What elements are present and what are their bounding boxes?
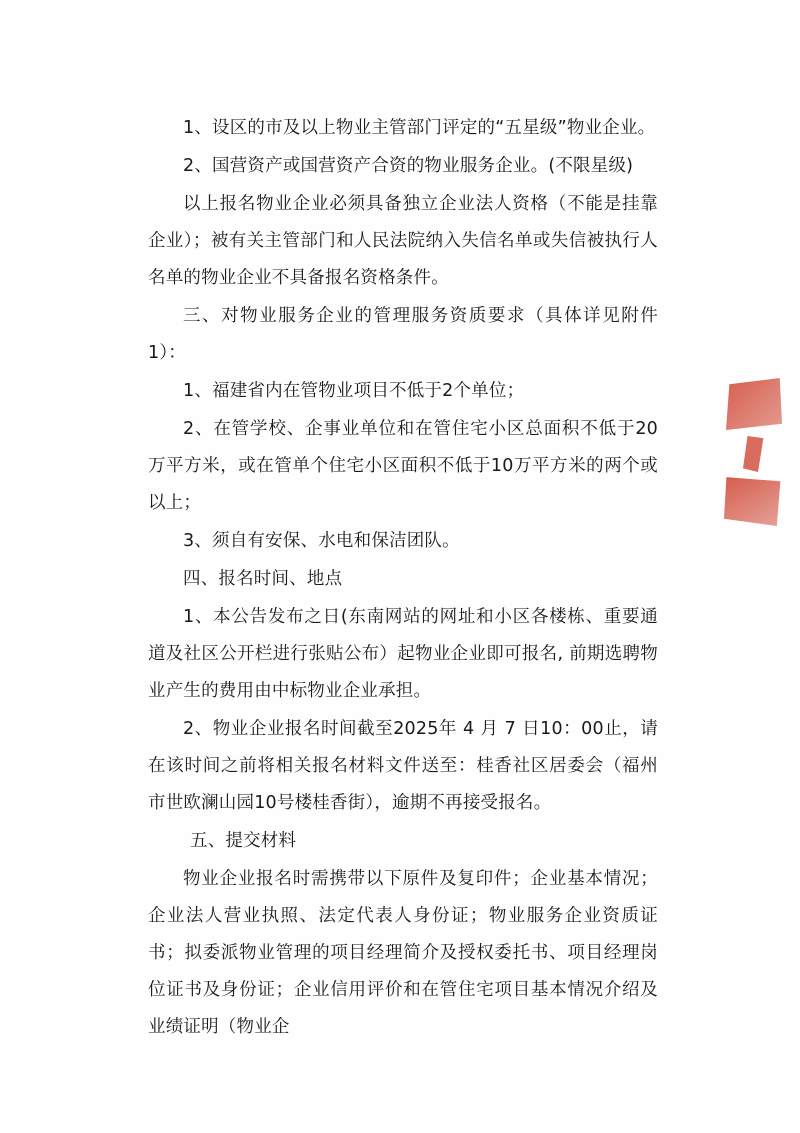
paragraph-9: 1、本公告发布之日(东南网站的网址和小区各楼栋、重要通道及社区公开栏进行张贴公布）起物业企业即可报名, 前期选聘物业产生的费用由中标物业企业承担。 — [148, 607, 658, 701]
paragraph-section-three-heading: 三、对物业服务企业的管理服务资质要求（具体详见附件1）： — [148, 306, 658, 363]
paragraph-section-four-heading: 四、报名时间、地点 — [183, 569, 343, 589]
paragraph-10: 2、物业企业报名时间截至2025年 4 月 7 日10：00止，请在该时间之前将相关报名材料文件送至：桂香社区居委会（福州市世欧澜山园10号楼桂香街），逾期不再接受报名。 — [148, 719, 658, 813]
seal-bottom-fragment — [724, 474, 784, 526]
seal-top-fragment — [726, 378, 782, 430]
document-body — [148, 110, 658, 1047]
paragraph-2: 2、国营资产或国营资产合资的物业服务企业。(不限星级) — [183, 156, 634, 176]
paragraph-3: 以上报名物业企业必须具备独立企业法人资格（不能是挂靠企业）；被有关主管部门和人民法院纳入失信名单或失信被执行人名单的物业企业不具备报名资格条件。 — [148, 194, 658, 288]
paragraph-12: 物业企业报名时需携带以下原件及复印件；企业基本情况；企业法人营业执照、法定代表人身份证；物业服务企业资质证书；拟委派物业管理的项目经理简介及授权委托书、项目经理岗位证书及身份证；企业信用评价和在管住宅项目基本情况介绍及业绩证明（物业企 — [148, 869, 658, 1037]
red-official-seal-icon — [718, 378, 792, 528]
paragraph-section-five-heading: 五、提交材料 — [190, 831, 297, 851]
paragraph-1: 1、设区的市及以上物业主管部门评定的“五星级”物业企业。 — [183, 118, 656, 138]
paragraph-7: 3、须自有安保、水电和保洁团队。 — [183, 531, 460, 551]
paragraph-6: 2、在管学校、企事业单位和在管住宅小区总面积不低于20万平方米，或在管单个住宅小区面积不低于10万平方米的两个或以上； — [148, 419, 658, 513]
paragraph-5: 1、福建省内在管物业项目不低于2个单位； — [183, 381, 525, 401]
seal-middle-fragment — [740, 436, 770, 472]
